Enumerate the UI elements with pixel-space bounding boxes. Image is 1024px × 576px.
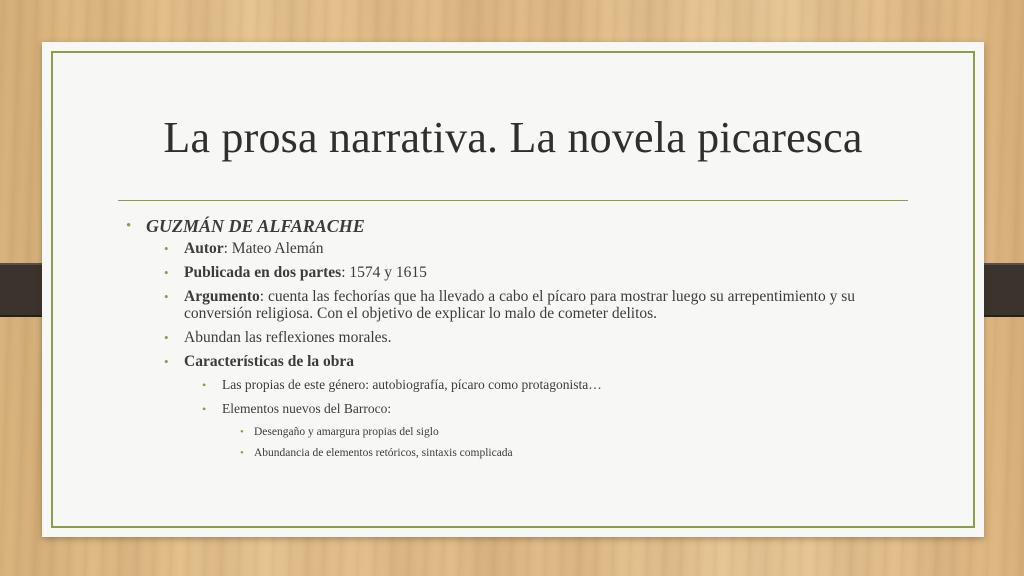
slide-content [126,214,896,468]
nuevos-label: Elementos nuevos del Barroco: [222,401,392,416]
autor-text: : Mateo Alemán [223,240,324,257]
sub-list [162,240,896,460]
list-item-argumento [162,288,896,322]
list-item-heading [126,214,896,460]
publicada-label: Publicada en dos partes [184,264,342,281]
argumento-text: : cuenta las fechorías que ha llevado a cabo el pícaro para mostrar luego su arrepentimiento y su conversión religiosa. Con el objetivo de explicar lo malo de cometer delitos. [184,288,856,322]
publicada-text: : 1574 y 1615 [341,264,427,281]
reflexiones-text: Abundan las reflexiones morales. [184,329,392,346]
slide-paper [42,42,984,537]
propias-text: Las propias de este género: autobiografía, pícaro como protagonista… [222,377,602,392]
list-item-reflexiones [162,329,896,346]
nuevos-list [240,425,896,460]
bullet-list [126,214,896,460]
caracteristicas-list [202,377,896,460]
caracteristicas-label: Características de la obra [184,353,355,370]
list-item-retoricos [240,446,896,460]
work-heading: GUZMÁN DE ALFARACHE [146,216,365,236]
argumento-label: Argumento [184,288,260,305]
list-item-publicada [162,264,896,281]
list-item-caracteristicas [162,353,896,460]
list-item-desengano [240,425,896,439]
list-item-nuevos [202,401,896,460]
autor-label: Autor [184,240,224,257]
list-item-autor [162,240,896,257]
desengano-text: Desengaño y amargura propias del siglo [254,426,439,438]
list-item-propias [202,377,896,393]
title-divider [118,200,908,201]
slide-title: La prosa narrativa. La novela picaresca [163,113,863,162]
retoricos-text: Abundancia de elementos retóricos, sintaxis complicada [254,447,513,459]
